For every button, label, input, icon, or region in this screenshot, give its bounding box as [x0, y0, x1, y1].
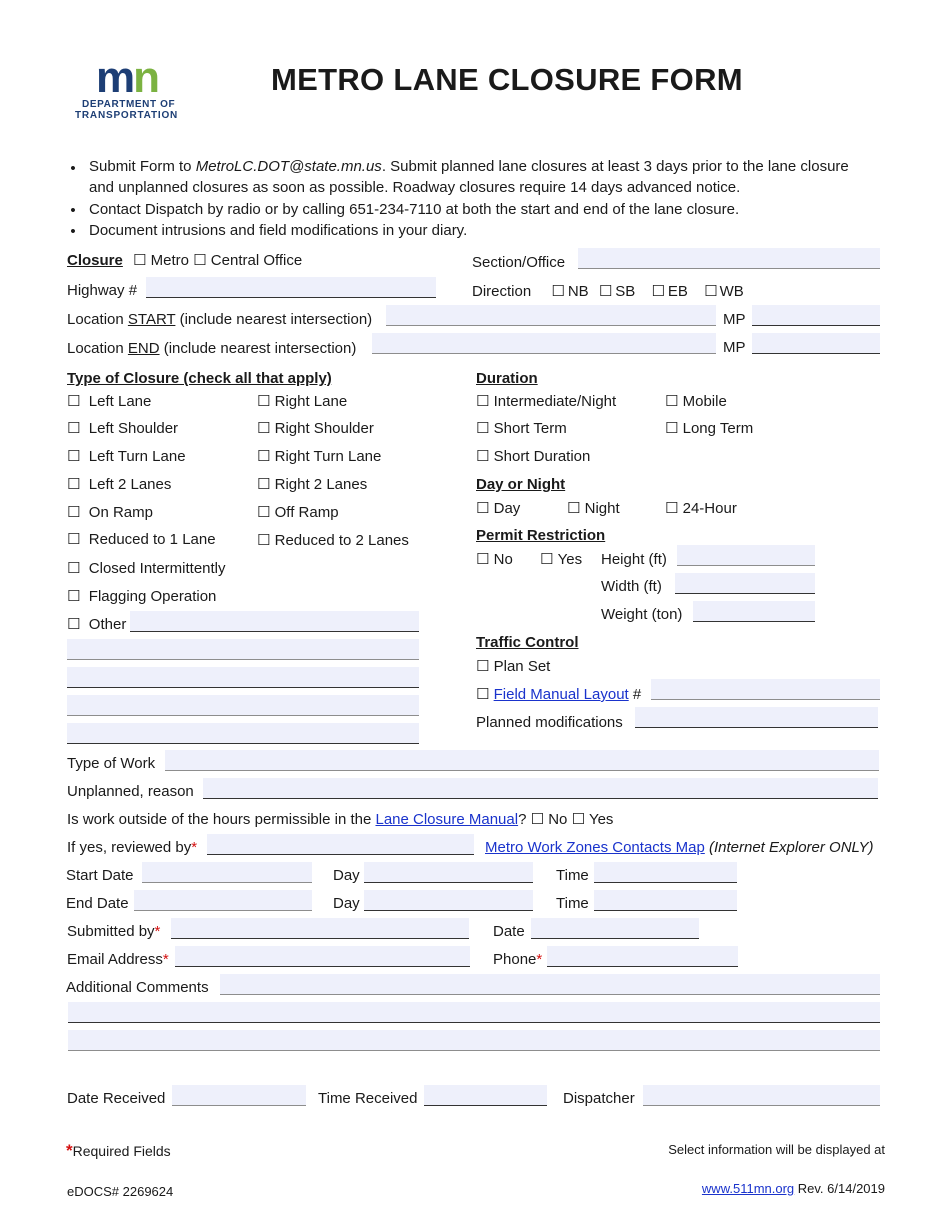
additional-comments-label: Additional Comments	[66, 979, 209, 996]
start-day-input[interactable]	[364, 862, 533, 882]
required-asterisk: *	[536, 951, 543, 968]
mp-end-label: MP	[723, 339, 746, 356]
contacts-map-link[interactable]: Metro Work Zones Contacts Map	[485, 839, 705, 856]
logo-m	[96, 53, 158, 102]
unplanned-reason-label: Unplanned, reason	[67, 783, 194, 800]
dispatch-email: MetroLC.DOT@state.mn.us	[195, 158, 382, 175]
phone-input[interactable]	[547, 946, 738, 966]
time-received-line	[424, 1105, 547, 1106]
closure-left-lane[interactable]: ☐ Left Lane	[67, 393, 152, 410]
mp-start-line	[752, 325, 880, 326]
end-date-input[interactable]	[134, 890, 312, 910]
closure-right-shoulder[interactable]: ☐ Right Shoulder	[257, 420, 374, 437]
contacts-map	[485, 839, 874, 857]
closure-reduced-1-lane[interactable]: ☐ Reduced to 1 Lane	[67, 531, 216, 548]
end-day-input[interactable]	[364, 890, 533, 910]
dir-wb-checkbox[interactable]: ☐	[704, 283, 718, 300]
duration-short-duration[interactable]: ☐ Short Duration	[476, 448, 591, 465]
start-day-line	[364, 882, 533, 883]
time-received-label: Time Received	[318, 1090, 418, 1107]
field-manual-number-input[interactable]	[651, 679, 880, 699]
start-date-input[interactable]	[142, 862, 312, 882]
submitted-date-line	[531, 938, 699, 939]
dispatcher-label: Dispatcher	[563, 1090, 635, 1107]
dir-eb-label: EB	[667, 283, 688, 300]
additional-comments-input-3[interactable]	[68, 1030, 880, 1050]
day-or-night-heading: Day or Night	[476, 476, 566, 493]
required-fields-note: *Required Fields	[66, 1141, 171, 1160]
select-info-note: Select information will be displayed at	[668, 1142, 885, 1157]
end-time-line	[594, 910, 737, 911]
permit-no[interactable]: ☐ No	[476, 551, 513, 568]
end-time-label: Time	[556, 895, 589, 912]
dn-night[interactable]: ☐ Night	[567, 500, 620, 517]
dn-24hour[interactable]: ☐ 24-Hour	[665, 500, 737, 517]
height-line	[677, 565, 815, 566]
planned-mods-line	[635, 727, 878, 728]
submitted-by-label: Submitted by*	[67, 923, 161, 940]
logo-mark	[96, 53, 159, 102]
type-of-work-input[interactable]	[165, 750, 879, 770]
end-time-input[interactable]	[594, 890, 737, 910]
closure-flagging-operation[interactable]: ☐ Flagging Operation	[67, 588, 217, 605]
required-asterisk: *	[154, 923, 161, 940]
date-received-input[interactable]	[172, 1085, 306, 1105]
section-office-input[interactable]	[578, 248, 880, 268]
contacts-map-note: (Internet Explorer ONLY)	[708, 839, 874, 856]
logo-line2: TRANSPORTATION	[75, 110, 179, 121]
weight-label: Weight (ton)	[601, 606, 683, 623]
required-asterisk: *	[162, 951, 169, 968]
other-line-2	[67, 659, 419, 660]
tc-field-manual: ☐ Field Manual Layout #	[476, 686, 642, 703]
footer-revision: www.511mn.org Rev. 6/14/2019	[701, 1181, 885, 1196]
dispatcher-line	[643, 1105, 880, 1106]
weight-input[interactable]	[693, 601, 815, 621]
dn-day[interactable]: ☐ Day	[476, 500, 521, 517]
instruction-2: Contact Dispatch by radio or by calling 651-234-7110 at both the start and end of the lane closure.	[89, 201, 740, 218]
instruction-3: Document intrusions and field modifications in your diary.	[89, 222, 468, 239]
phone-line	[547, 966, 738, 967]
email-address-line	[175, 966, 470, 967]
mp-end-input[interactable]	[752, 333, 880, 353]
required-asterisk: *	[191, 839, 198, 856]
bullet-1: •	[70, 160, 76, 177]
end-day-label: Day	[333, 895, 360, 912]
hours-yes-label: Yes	[588, 811, 614, 828]
closure-right-lane[interactable]: ☐ Right Lane	[257, 393, 348, 410]
end-day-line	[364, 910, 533, 911]
required-asterisk: *	[66, 1141, 73, 1160]
permit-yes[interactable]: ☐ Yes	[540, 551, 583, 568]
permit-restriction-heading: Permit Restriction	[476, 527, 606, 544]
width-line	[675, 593, 815, 594]
additional-comments-line-2	[68, 1022, 880, 1023]
unplanned-reason-input[interactable]	[203, 778, 878, 798]
height-input[interactable]	[677, 545, 815, 565]
submitted-date-label: Date	[493, 923, 525, 940]
closure-row	[67, 252, 302, 270]
duration-long-term[interactable]: ☐ Long Term	[665, 420, 754, 437]
other-line-5	[67, 743, 419, 744]
closure-metro-label: Metro	[150, 252, 189, 269]
planned-mods-input[interactable]	[635, 707, 878, 727]
hours-no-checkbox[interactable]: ☐	[530, 811, 545, 828]
closure-central-checkbox[interactable]: ☐	[193, 252, 207, 269]
additional-comments-input-2[interactable]	[68, 1002, 880, 1022]
additional-comments-line-1	[220, 994, 880, 995]
dir-nb-label: NB	[567, 283, 589, 300]
date-received-label: Date Received	[67, 1090, 166, 1107]
mp-start-label: MP	[723, 311, 746, 328]
additional-comments-input[interactable]	[220, 974, 880, 994]
start-time-input[interactable]	[594, 862, 737, 882]
lane-closure-manual-link[interactable]: Lane Closure Manual	[375, 811, 519, 828]
width-label: Width (ft)	[601, 578, 662, 595]
mndot-logo	[74, 53, 190, 124]
reviewed-by-label: If yes, reviewed by*	[67, 839, 198, 856]
section-office-line	[578, 268, 880, 269]
location-end-label: Location END (include nearest intersection)	[67, 340, 357, 357]
submitted-by-input[interactable]	[171, 918, 469, 938]
height-label: Height (ft)	[601, 551, 667, 568]
submitted-date-input[interactable]	[531, 918, 699, 938]
tc-field-manual-checkbox[interactable]: ☐	[476, 686, 490, 703]
other-line-4	[67, 715, 419, 716]
form-title: METRO LANE CLOSURE FORM	[271, 62, 743, 97]
hours-no-label: No	[548, 811, 568, 828]
closure-metro-checkbox[interactable]: ☐	[133, 252, 147, 269]
traffic-control-heading: Traffic Control	[476, 634, 579, 651]
highway-line	[146, 297, 436, 298]
location-end-line	[372, 353, 716, 354]
reviewed-by-input[interactable]	[207, 834, 474, 854]
closure-reduced-2-lanes[interactable]: ☐ Reduced to 2 Lanes	[257, 532, 409, 549]
dir-sb-label: SB	[615, 283, 636, 300]
other-line-3	[67, 687, 419, 688]
duration-heading: Duration	[476, 370, 538, 387]
closure-left-turn-lane[interactable]: ☐ Left Turn Lane	[67, 448, 186, 465]
location-start-input[interactable]	[386, 305, 716, 325]
section-office-label: Section/Office	[472, 254, 566, 271]
other-line-3-input[interactable]	[67, 667, 419, 687]
dir-wb-label: WB	[719, 283, 744, 300]
date-received-line	[172, 1105, 306, 1106]
other-line-2-input[interactable]	[67, 639, 419, 659]
email-address-label: Email Address*	[67, 951, 169, 968]
end-date-label: End Date	[66, 895, 129, 912]
edocs-number: eDOCS# 2269624	[67, 1184, 174, 1199]
bullet-3: •	[70, 223, 76, 240]
site-511mn-link[interactable]: www.511mn.org	[701, 1181, 795, 1196]
start-date-line	[142, 882, 312, 883]
closure-right-2-lanes[interactable]: ☐ Right 2 Lanes	[257, 476, 368, 493]
closure-left-shoulder[interactable]: ☐ Left Shoulder	[67, 420, 179, 437]
email-address-input[interactable]	[175, 946, 470, 966]
unplanned-reason-line	[203, 798, 878, 799]
width-input[interactable]	[675, 573, 815, 593]
dir-nb-checkbox[interactable]: ☐	[551, 283, 565, 300]
location-end-input[interactable]	[372, 333, 716, 353]
closure-central-label: Central Office	[210, 252, 303, 269]
closure-left-2-lanes[interactable]: ☐ Left 2 Lanes	[67, 476, 172, 493]
mp-start-input[interactable]	[752, 305, 880, 325]
start-time-line	[594, 882, 737, 883]
logo-line1: DEPARTMENT OF	[82, 99, 176, 110]
closure-off-ramp[interactable]: ☐ Off Ramp	[257, 504, 339, 521]
hours-question: Is work outside of the hours permissible in the Lane Closure Manual? ☐ No ☐ Yes	[67, 811, 614, 828]
closure-other[interactable]: ☐ Other	[67, 616, 127, 633]
weight-line	[693, 621, 815, 622]
type-of-closure-heading: Type of Closure (check all that apply)	[67, 370, 332, 387]
bullet-2: •	[70, 202, 76, 219]
time-received-input[interactable]	[424, 1085, 547, 1105]
hours-yes-checkbox[interactable]: ☐	[571, 811, 586, 828]
closure-closed-intermittently[interactable]: ☐ Closed Intermittently	[67, 560, 226, 577]
closure-label: Closure	[67, 252, 123, 269]
field-manual-layout-link[interactable]: Field Manual Layout	[493, 686, 629, 703]
reviewed-by-line	[207, 854, 474, 855]
start-day-label: Day	[333, 867, 360, 884]
location-start-label: Location START (include nearest intersection)	[67, 311, 373, 328]
highway-label: Highway #	[67, 282, 138, 299]
start-time-label: Time	[556, 867, 589, 884]
duration-short-term[interactable]: ☐ Short Term	[476, 420, 567, 437]
tc-plan-set[interactable]: ☐ Plan Set	[476, 658, 551, 675]
start-date-label: Start Date	[66, 867, 134, 884]
other-line-5-input[interactable]	[67, 723, 419, 743]
closure-right-turn-lane[interactable]: ☐ Right Turn Lane	[257, 448, 382, 465]
other-input[interactable]	[130, 611, 419, 631]
additional-comments-line-3	[68, 1050, 880, 1051]
logo-letter-m: m	[96, 53, 134, 102]
direction-label: Direction	[472, 283, 532, 300]
field-manual-number-line	[651, 699, 880, 700]
mp-end-line	[752, 353, 880, 354]
submitted-by-line	[171, 938, 469, 939]
instruction-1: Submit Form to MetroLC.DOT@state.mn.us. Submit planned lane closures at least 3 days prior to the lane closure and unplanned closures as soon as possible. Roadway closures require 14 days advanced notice.	[89, 158, 849, 196]
highway-input[interactable]	[146, 277, 436, 297]
phone-label: Phone*	[493, 951, 543, 968]
end-date-line	[134, 910, 312, 911]
closure-on-ramp[interactable]: ☐ On Ramp	[67, 504, 153, 521]
type-of-work-line	[165, 770, 879, 771]
location-start-line	[386, 325, 716, 326]
duration-mobile[interactable]: ☐ Mobile	[665, 393, 727, 410]
logo-letter-n: n	[133, 53, 159, 102]
dir-sb-checkbox[interactable]: ☐	[598, 283, 613, 300]
planned-mods-label: Planned modifications	[476, 714, 623, 731]
duration-intermediate[interactable]: ☐ Intermediate/Night	[476, 393, 617, 410]
type-of-work-label: Type of Work	[67, 755, 156, 772]
direction-row	[472, 283, 744, 301]
other-line-4-input[interactable]	[67, 695, 419, 715]
dispatcher-input[interactable]	[643, 1085, 880, 1105]
dir-eb-checkbox[interactable]: ☐	[651, 283, 665, 300]
other-line	[130, 631, 419, 632]
